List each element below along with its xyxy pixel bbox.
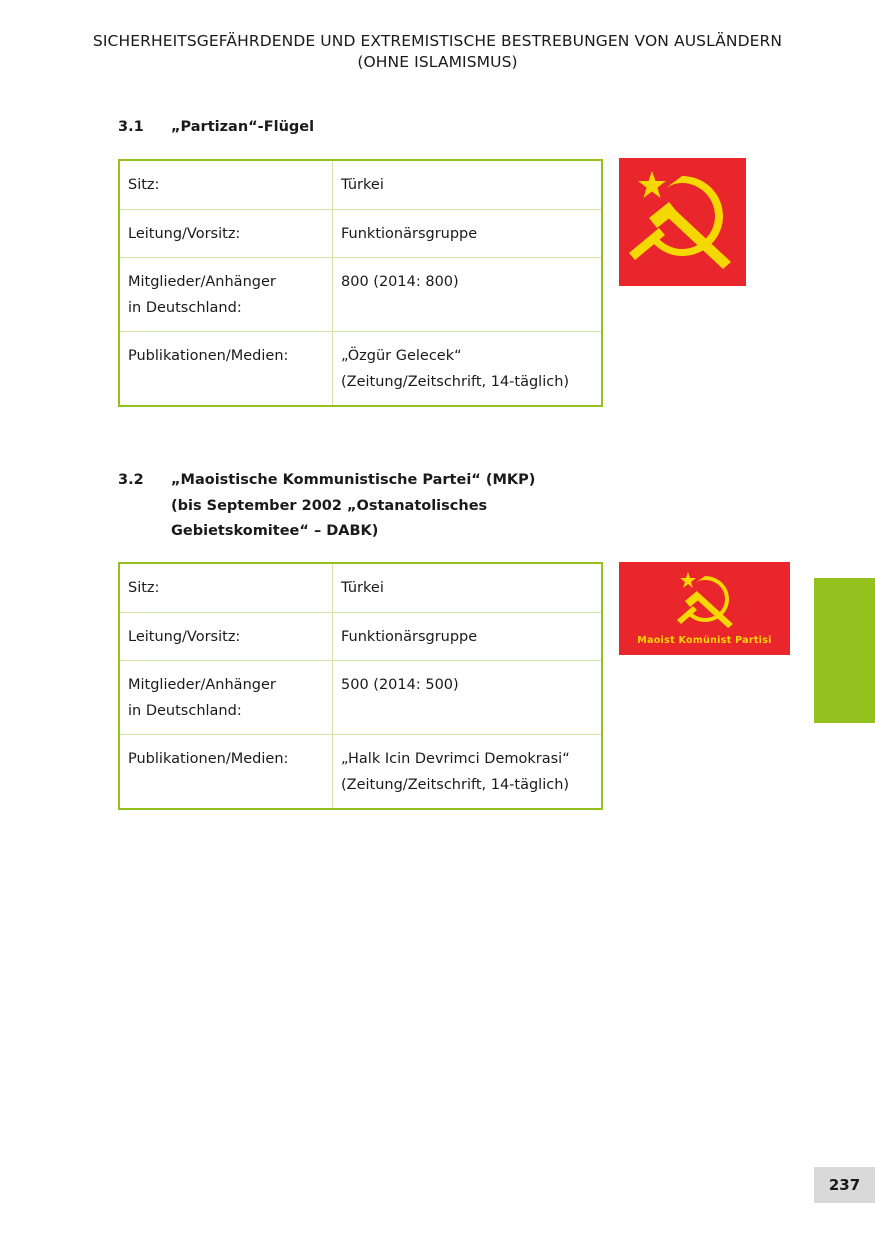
running-header-line-1: SICHERHEITSGEFÄHRDENDE UND EXTREMISTISCHE BESTREBUNGEN VON AUSLÄNDERN	[92, 32, 783, 50]
section-title	[171, 468, 535, 545]
label-text: Mitglieder/Anhänger	[128, 677, 276, 693]
row-value	[333, 563, 603, 612]
row-value	[333, 735, 603, 810]
section-title-line: „Maoistische Kommunistische Partei“ (MKP)	[171, 472, 536, 488]
partizan-flag-logo	[619, 158, 746, 286]
row-label	[119, 612, 333, 661]
table-row	[119, 612, 602, 661]
row-label	[119, 258, 333, 332]
mkp-flag-logo	[619, 562, 790, 655]
info-table-3-2	[118, 562, 603, 810]
info-table-3-1	[118, 159, 603, 407]
row-value	[333, 612, 603, 661]
row-value	[333, 209, 603, 258]
table-row	[119, 563, 602, 612]
row-label	[119, 160, 333, 209]
label-text: in Deutschland:	[128, 299, 242, 316]
page-number: 237	[814, 1167, 875, 1203]
value-text: Türkei	[341, 580, 384, 596]
label-text: Publikationen/Medien:	[128, 348, 289, 364]
section-title-line: Gebietskomitee“ – DABK)	[171, 523, 379, 539]
value-text: „Halk Icin Devrimci Demokrasi“	[341, 751, 570, 767]
label-text: Sitz:	[128, 580, 160, 596]
label-text: Leitung/Vorsitz:	[128, 628, 241, 645]
value-text: 800 (2014: 800)	[341, 274, 459, 290]
row-label	[119, 735, 333, 810]
row-label	[119, 661, 333, 735]
section-number: 3.1	[118, 119, 144, 135]
label-text: Sitz:	[128, 177, 160, 193]
section-title-line: „Partizan“-Flügel	[171, 119, 315, 135]
value-text: Funktionärsgruppe	[341, 628, 478, 645]
row-label	[119, 332, 333, 407]
table-row	[119, 661, 602, 735]
value-text: Türkei	[341, 177, 384, 193]
row-label	[119, 209, 333, 258]
row-value	[333, 332, 603, 407]
section-title	[171, 115, 314, 141]
value-text: Funktionärsgruppe	[341, 225, 478, 242]
row-label	[119, 563, 333, 612]
section-title-line: (bis September 2002 „Ostanatolisches	[171, 497, 488, 514]
label-text: Publikationen/Medien:	[128, 751, 289, 767]
chapter-tab-marker	[814, 578, 875, 723]
value-text: „Özgür Gelecek“	[341, 348, 462, 364]
row-value	[333, 160, 603, 209]
table-row	[119, 332, 602, 407]
label-text: Leitung/Vorsitz:	[128, 225, 241, 242]
running-header-line-2: (OHNE ISLAMISMUS)	[357, 53, 518, 71]
row-value	[333, 661, 603, 735]
table-row	[119, 735, 602, 810]
value-text: (Zeitung/Zeitschrift, 14-täglich)	[341, 776, 570, 793]
table-row	[119, 258, 602, 332]
row-value	[333, 258, 603, 332]
logo-caption: Maoist Komünist Partisi	[637, 635, 772, 646]
label-text: in Deutschland:	[128, 702, 242, 719]
label-text: Mitglieder/Anhänger	[128, 274, 276, 290]
table-row	[119, 209, 602, 258]
value-text: (Zeitung/Zeitschrift, 14-täglich)	[341, 373, 570, 390]
hammer-sickle-star-icon	[619, 562, 790, 634]
table-row	[119, 160, 602, 209]
value-text: 500 (2014: 500)	[341, 677, 459, 693]
hammer-sickle-star-icon	[619, 158, 746, 286]
running-header	[0, 31, 875, 73]
section-number: 3.2	[118, 472, 144, 488]
